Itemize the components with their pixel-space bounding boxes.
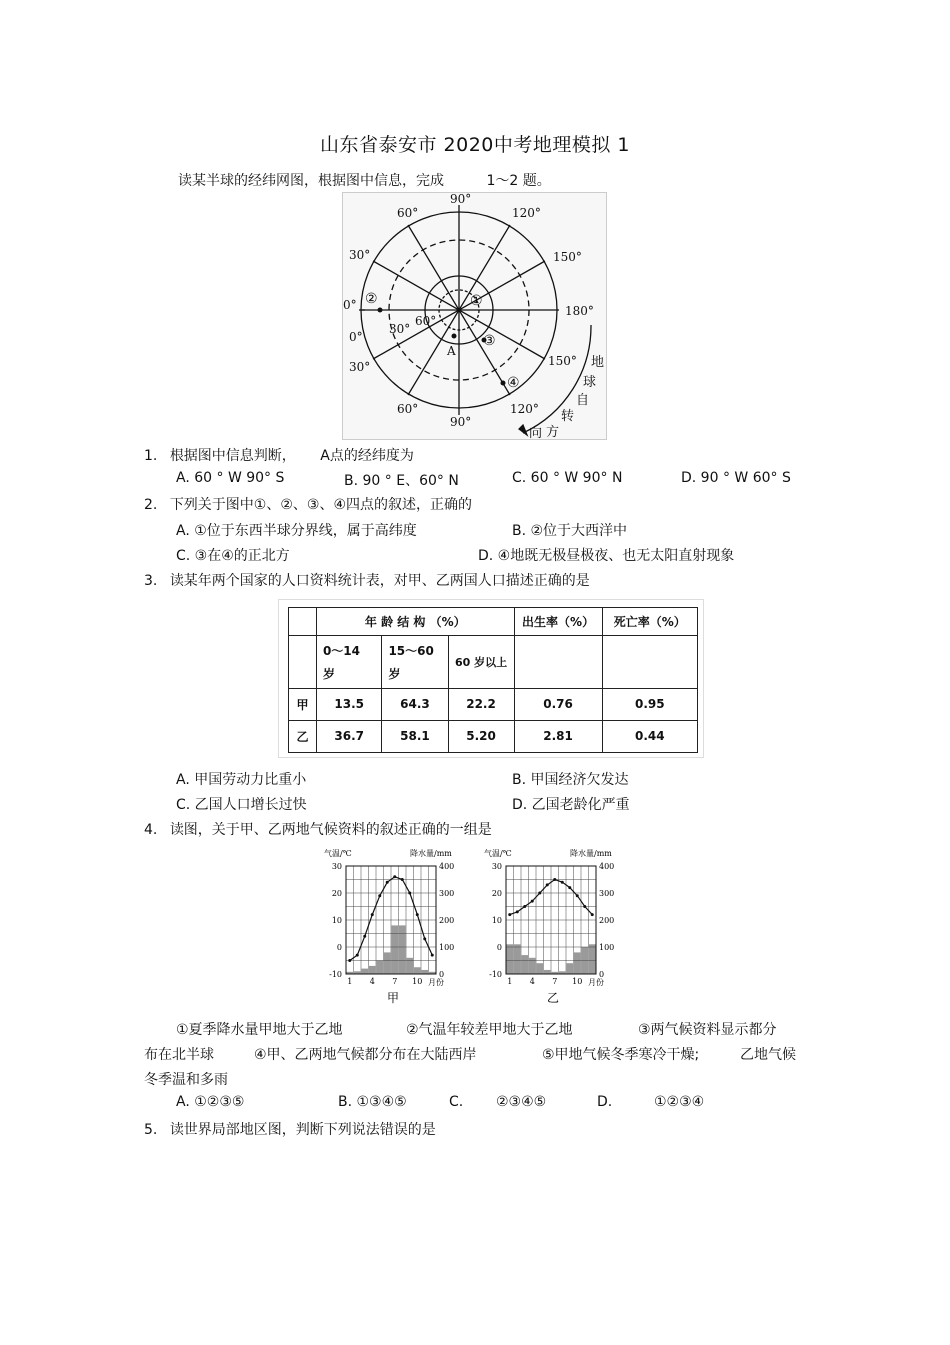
precip-bar	[362, 969, 369, 974]
temperature-point	[546, 883, 549, 886]
question-1-option-a[interactable]: A. 60 ° W 90° S	[176, 470, 285, 486]
precip-tick-label: 300	[599, 889, 615, 898]
question-1-option-b[interactable]: B. 90 ° E、60° N	[344, 473, 459, 489]
precip-axis-label: 降水量/mm	[570, 849, 612, 858]
temperature-point	[508, 913, 511, 916]
precip-tick-label: 400	[439, 862, 455, 871]
label-lat-60: 60°	[415, 314, 437, 328]
table-row	[289, 688, 698, 720]
question-3-stem: 读某年两个国家的人口资料统计表，对甲、乙两国人口描述正确的是	[169, 573, 590, 589]
label-lat-30: 30°	[389, 322, 411, 336]
header-birth-rate: 出生率（%）	[514, 608, 602, 636]
temperature-point	[356, 954, 359, 957]
row-label-jia: 甲	[289, 688, 317, 720]
temperature-point	[401, 878, 404, 881]
population-table-frame	[278, 599, 704, 758]
temp-tick-label: 10	[491, 916, 502, 925]
label-60-bottom: 60°	[397, 402, 419, 416]
precip-axis-label: 降水量/mm	[410, 849, 452, 858]
precip-bar	[414, 967, 421, 974]
subheader-0-14-line1: 0～14	[322, 643, 361, 658]
x-tick-label: 7	[392, 977, 398, 986]
table-cell: 22.2	[448, 688, 514, 720]
temp-tick-label: -10	[489, 970, 502, 979]
q4-statement-5-part2: 乙地气候	[740, 1047, 796, 1063]
subheader-15-60	[382, 636, 448, 688]
precip-bar	[377, 961, 384, 975]
precip-bar	[507, 944, 514, 974]
point-2-dot	[378, 308, 383, 313]
label-120-top: 120°	[512, 206, 541, 220]
temperature-point	[348, 959, 351, 962]
label-30-left: 30°	[349, 248, 371, 262]
temperature-point	[583, 905, 586, 908]
x-tick-label: 4	[529, 977, 535, 986]
precip-bar	[567, 963, 574, 974]
table-cell: 0.76	[514, 688, 602, 720]
rotation-char-6: 向	[529, 426, 543, 439]
header-age-structure: 年 龄 结 构 （%）	[316, 608, 514, 636]
marker-3: ③	[483, 333, 496, 349]
label-150-lower: 150°	[548, 354, 577, 368]
temperature-point	[531, 900, 534, 903]
x-tick-label: 1	[507, 977, 513, 986]
precip-bar	[589, 944, 596, 974]
question-4-stem: 读图，关于甲、乙两地气候资料的叙述正确的一组是	[169, 822, 492, 838]
graticule-map	[342, 192, 607, 440]
climate-charts-svg	[322, 842, 620, 1012]
q4-statement-2: ②气温年较差甲地大于乙地	[406, 1022, 573, 1038]
table-cell: 64.3	[382, 688, 448, 720]
table-cell: 0.95	[602, 688, 697, 720]
point-4-dot	[501, 381, 506, 386]
precip-bar	[399, 925, 406, 974]
temperature-point	[431, 954, 434, 957]
chart-title: 乙	[547, 991, 560, 1005]
question-5-number: 5.	[144, 1122, 158, 1138]
population-table	[288, 607, 698, 753]
temp-tick-label: 30	[491, 862, 502, 871]
question-3-option-c[interactable]: C. 乙国人口增长过快	[176, 797, 307, 813]
temp-axis-label: 气温/℃	[324, 849, 352, 858]
table-cell: 36.7	[316, 720, 382, 752]
temperature-point	[363, 935, 366, 938]
precip-tick-label: 0	[599, 970, 605, 979]
temp-tick-label: 10	[331, 916, 342, 925]
precip-bar	[514, 944, 521, 974]
question-1-stem2: A点的经纬度为	[320, 448, 414, 464]
label-point-a: A	[447, 344, 456, 358]
question-2-option-a[interactable]: A. ①位于东西半球分界线，属于高纬度	[176, 523, 417, 539]
temp-tick-label: 0	[496, 943, 502, 952]
rotation-char-1: 地	[591, 355, 605, 370]
rotation-char-5: 方	[546, 425, 560, 439]
subheader-15-60-line2: 岁	[388, 666, 401, 681]
label-90-bottom: 90°	[450, 415, 472, 429]
precip-bar	[422, 970, 429, 974]
rotation-char-3: 自	[576, 393, 590, 408]
precip-bar	[369, 966, 376, 974]
question-4-option-d-text[interactable]: ①②③④	[654, 1094, 705, 1110]
precip-tick-label: 200	[439, 916, 455, 925]
temperature-point	[371, 913, 374, 916]
question-3-number: 3.	[144, 573, 158, 589]
x-tick-label: 4	[369, 977, 375, 986]
table-cell: 13.5	[316, 688, 382, 720]
temperature-point	[386, 881, 389, 884]
temperature-point	[393, 875, 396, 878]
x-axis-label: 月份	[588, 978, 604, 987]
question-2-option-b[interactable]: B. ②位于大西洋中	[512, 523, 628, 539]
question-4-option-d-letter[interactable]: D.	[597, 1094, 613, 1110]
precip-bar	[574, 952, 581, 974]
temperature-point	[416, 913, 419, 916]
temperature-point	[538, 892, 541, 895]
header-death-rate: 死亡率（%）	[602, 608, 697, 636]
question-3-option-b[interactable]: B. 甲国经济欠发达	[512, 772, 629, 788]
q4-statement-3-part1: ③两气候资料显示都分	[638, 1022, 777, 1038]
table-corner	[289, 608, 317, 636]
question-3	[144, 570, 590, 590]
question-2-option-c[interactable]: C. ③在④的正北方	[176, 548, 290, 564]
q4-statement-4: ④甲、乙两地气候都分布在大陆西岸	[254, 1047, 477, 1063]
temperature-point	[591, 913, 594, 916]
temperature-point	[523, 905, 526, 908]
table-cell: 58.1	[382, 720, 448, 752]
question-1	[144, 445, 414, 465]
subheader-60-plus: 60 岁以上	[448, 636, 514, 688]
question-1-stem: 根据图中信息判断，	[169, 448, 296, 464]
question-5-stem: 读世界局部地区图，判断下列说法错误的是	[169, 1122, 436, 1138]
question-4	[144, 819, 492, 839]
table-cell: 5.20	[448, 720, 514, 752]
question-3-option-a[interactable]: A. 甲国劳动力比重小	[176, 772, 307, 788]
question-1-number: 1.	[144, 448, 158, 464]
question-4-number: 4.	[144, 822, 158, 838]
temperature-point	[568, 886, 571, 889]
temperature-point	[423, 937, 426, 940]
question-1-option-d[interactable]: D. 90 ° W 60° S	[681, 470, 791, 486]
climate-charts	[322, 842, 620, 1012]
row-label-yi: 乙	[289, 720, 317, 752]
precip-bar	[537, 963, 544, 974]
question-2	[144, 494, 472, 514]
x-tick-label: 1	[347, 977, 353, 986]
temp-tick-label: 30	[331, 862, 342, 871]
marker-4: ④	[507, 375, 520, 391]
temp-axis-label: 气温/℃	[484, 849, 512, 858]
precip-tick-label: 400	[599, 862, 615, 871]
precip-bar	[392, 925, 399, 974]
table-row	[289, 720, 698, 752]
precip-bar	[384, 952, 391, 974]
subheader-15-60-line1: 15～60	[388, 643, 434, 658]
q4-statement-1: ①夏季降水量甲地大于乙地	[176, 1022, 343, 1038]
precip-tick-label: 0	[439, 970, 445, 979]
subheader-0-14-line2: 岁	[322, 666, 335, 681]
page-title: 山东省泰安市 2020中考地理模拟 1	[320, 134, 631, 156]
subheader-0-14	[316, 636, 382, 688]
table-cell: 0.44	[602, 720, 697, 752]
temperature-point	[378, 894, 381, 897]
temperature-point	[408, 892, 411, 895]
label-0-left: 0°	[343, 298, 357, 312]
chart-title: 甲	[387, 991, 400, 1005]
table-cell: 2.81	[514, 720, 602, 752]
point-a-dot	[452, 334, 457, 339]
marker-2: ②	[365, 291, 378, 307]
question-2-number: 2.	[144, 497, 158, 513]
question-4-option-c-letter[interactable]: C.	[449, 1094, 464, 1110]
marker-1: ①	[470, 293, 483, 309]
q4-statement-5-part3: 冬季温和多雨	[144, 1072, 228, 1088]
question-4-option-b[interactable]: B. ①③④⑤	[338, 1094, 407, 1110]
temp-tick-label: 20	[491, 889, 502, 898]
precip-bar	[544, 970, 551, 974]
rotation-arrow	[523, 325, 591, 433]
precip-bar	[522, 955, 529, 974]
label-60-top: 60°	[397, 206, 419, 220]
precip-bar	[529, 958, 536, 974]
x-tick-label: 10	[412, 977, 423, 986]
intro-text	[178, 170, 551, 190]
precip-bar	[407, 958, 414, 974]
rotation-char-2: 球	[583, 375, 597, 390]
temp-tick-label: 20	[331, 889, 342, 898]
temperature-point	[561, 881, 564, 884]
label-lat-0: 0°	[349, 330, 363, 344]
question-3-option-d[interactable]: D. 乙国老龄化严重	[512, 797, 630, 813]
temp-tick-label: 0	[336, 943, 342, 952]
temperature-point	[576, 894, 579, 897]
question-2-stem: 下列关于图中①、②、③、④四点的叙述，正确的	[169, 497, 473, 513]
question-4-option-c-text[interactable]: ②③④⑤	[496, 1094, 547, 1110]
intro-range: 1～2 题。	[486, 173, 551, 189]
label-180-right: 180°	[565, 304, 594, 318]
precip-tick-label: 100	[439, 943, 455, 952]
question-4-option-a[interactable]: A. ①②③⑤	[176, 1094, 245, 1110]
temperature-point	[553, 878, 556, 881]
question-2-option-d[interactable]: D. ④地既无极昼极夜、也无太阳直射现象	[478, 548, 735, 564]
q4-statement-3-part2: 布在北半球	[144, 1047, 214, 1063]
x-tick-label: 7	[552, 977, 558, 986]
precip-tick-label: 100	[599, 943, 615, 952]
temp-tick-label: -10	[329, 970, 342, 979]
x-tick-label: 10	[572, 977, 583, 986]
temperature-point	[516, 910, 519, 913]
label-90-top: 90°	[450, 193, 472, 206]
label-150-right: 150°	[553, 250, 582, 264]
x-axis-label: 月份	[428, 978, 444, 987]
graticule-map-svg	[343, 193, 606, 439]
label-120-bottom: 120°	[510, 402, 539, 416]
question-1-option-c[interactable]: C. 60 ° W 90° N	[512, 470, 623, 486]
precip-tick-label: 300	[439, 889, 455, 898]
question-5	[144, 1119, 436, 1139]
label-30-lower: 30°	[349, 360, 371, 374]
precip-tick-label: 200	[599, 916, 615, 925]
rotation-char-4: 转	[561, 409, 575, 424]
intro-text-body: 读某半球的经纬网图，根据图中信息，完成	[178, 173, 444, 189]
q4-statement-5-part1: ⑤甲地气候冬季寒冷干燥;	[542, 1047, 700, 1063]
